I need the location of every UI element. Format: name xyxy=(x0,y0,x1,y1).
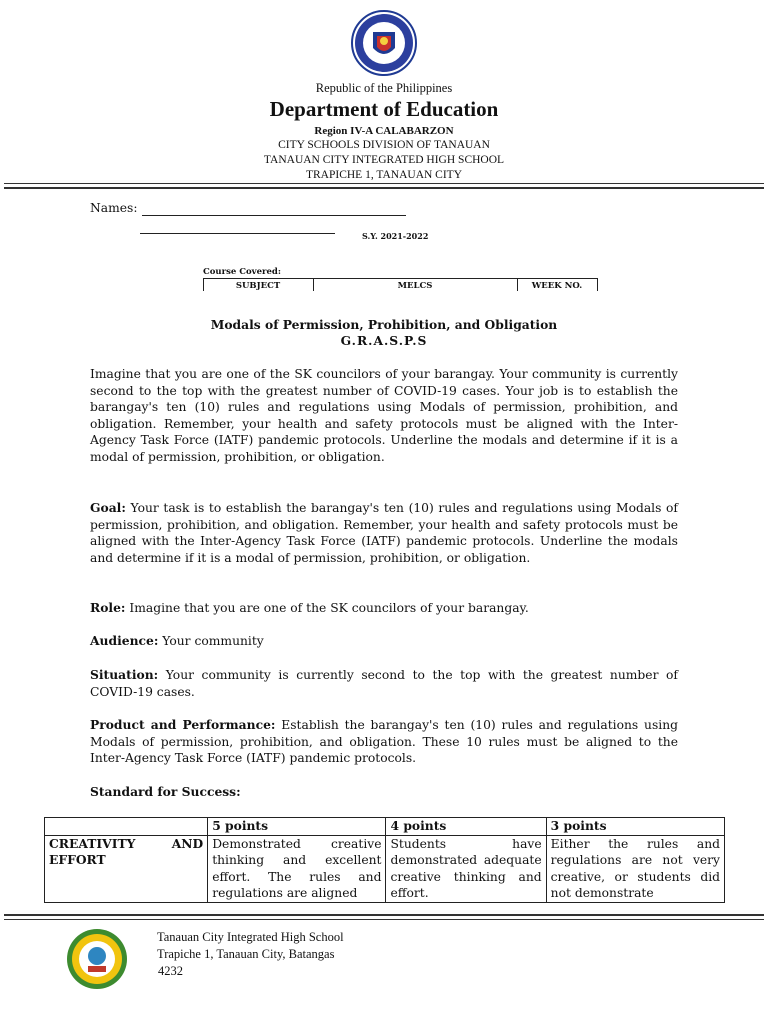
intro-paragraph: Imagine that you are one of the SK councilors of your barangay. Your community is currently second to the top with the greatest number of COVID-19 cases. Your job is to establish the barangay's ten (10) rules and regulations using Modals of permission, prohibition, and obligation. Remember, your health and safety protocols must be aligned with the Inter-Agency Task Force (IATF) pandemic protocols. Underline the modals and determine if it is a modal of permission, prohibition, or obligation. xyxy=(90,367,678,464)
header-rule-thick xyxy=(4,187,764,189)
situation-paragraph xyxy=(90,667,678,700)
col-week: WEEK NO. xyxy=(531,281,583,291)
rubric-3-desc: Either the rules and regulations are not very creative, or students did not demonstrate xyxy=(546,835,724,902)
role-paragraph xyxy=(90,600,678,617)
audience-text: Your community xyxy=(162,634,264,648)
names-label: Names: xyxy=(90,201,138,215)
school-logo-icon xyxy=(66,928,128,990)
address-line: TRAPICHE 1, TANAUAN CITY xyxy=(305,169,463,181)
footer-zip: 4232 xyxy=(158,964,183,978)
rubric-table xyxy=(44,817,725,903)
rubric-header-row xyxy=(45,818,725,836)
names-field-line[interactable] xyxy=(142,215,406,216)
school-year: S.Y. 2021-2022 xyxy=(362,231,429,241)
goal-text: Your task is to establish the barangay's ten (10) rules and regulations using Modals of permission, prohibition, and obligation. Remember, your health and safety protocols must be aligned with the Inter-Agency Task Force (IATF) pandemic protocols. Underline the modals and determine if it is a modal of permission, prohibition, or obligation. xyxy=(90,501,678,565)
situation-label: Situation: xyxy=(90,667,159,682)
rubric-header-4: 4 points xyxy=(386,818,546,836)
course-table xyxy=(203,278,598,293)
product-paragraph xyxy=(90,717,678,767)
product-text: Establish the barangay's ten (10) rules and regulations using Modals of permission, prohibition, and obligation. These 10 rules must be aligned to the Inter-Agency Task Force (IATF) pandemic protocols. xyxy=(90,718,678,765)
col-melcs: MELCS xyxy=(397,281,433,291)
standard-label: Standard for Success: xyxy=(90,784,241,799)
country-line: Republic of the Philippines xyxy=(315,81,453,95)
region-line: Region IV-A CALABARZON xyxy=(314,125,454,137)
rubric-4-desc: Students have demonstrated adequate creative thinking and effort. xyxy=(386,835,546,902)
division-line: CITY SCHOOLS DIVISION OF TANAUAN xyxy=(278,139,490,151)
course-covered-label: Course Covered: xyxy=(203,267,281,277)
situation-text: Your community is currently second to the top with the greatest number of COVID-19 cases. xyxy=(90,668,678,699)
activity-title: Modals of Permission, Prohibition, and Obligation xyxy=(210,317,558,332)
goal-paragraph xyxy=(90,500,678,566)
rubric-criterion: CREATIVITY AND EFFORT xyxy=(45,835,208,902)
names-field-line-2[interactable] xyxy=(140,233,335,234)
footer-school: Tanauan City Integrated High School xyxy=(157,930,344,944)
school-line: TANAUAN CITY INTEGRATED HIGH SCHOOL xyxy=(263,154,505,166)
header-rule xyxy=(4,183,764,184)
col-subject: SUBJECT xyxy=(235,281,281,291)
role-text: Imagine that you are one of the SK councilors of your barangay. xyxy=(129,601,529,615)
rubric-header-3: 3 points xyxy=(546,818,724,836)
footer-rule xyxy=(4,919,764,920)
activity-subtitle: G.R.A.S.P.S xyxy=(340,333,428,348)
department-title: Department of Education xyxy=(269,97,499,121)
rubric-5-desc: Demonstrated creative thinking and excellent effort. The rules and regulations are aligned xyxy=(208,835,386,902)
deped-seal-icon xyxy=(351,10,417,76)
footer-rule-thick xyxy=(4,914,764,916)
audience-label: Audience: xyxy=(90,633,159,648)
rubric-header-empty xyxy=(45,818,208,836)
audience-paragraph xyxy=(90,633,678,650)
rubric-header-5: 5 points xyxy=(208,818,386,836)
product-label: Product and Performance: xyxy=(90,717,276,732)
role-label: Role: xyxy=(90,600,126,615)
footer-address: Trapiche 1, Tanauan City, Batangas xyxy=(157,947,335,961)
goal-label: Goal: xyxy=(90,500,126,515)
rubric-row xyxy=(45,835,725,902)
